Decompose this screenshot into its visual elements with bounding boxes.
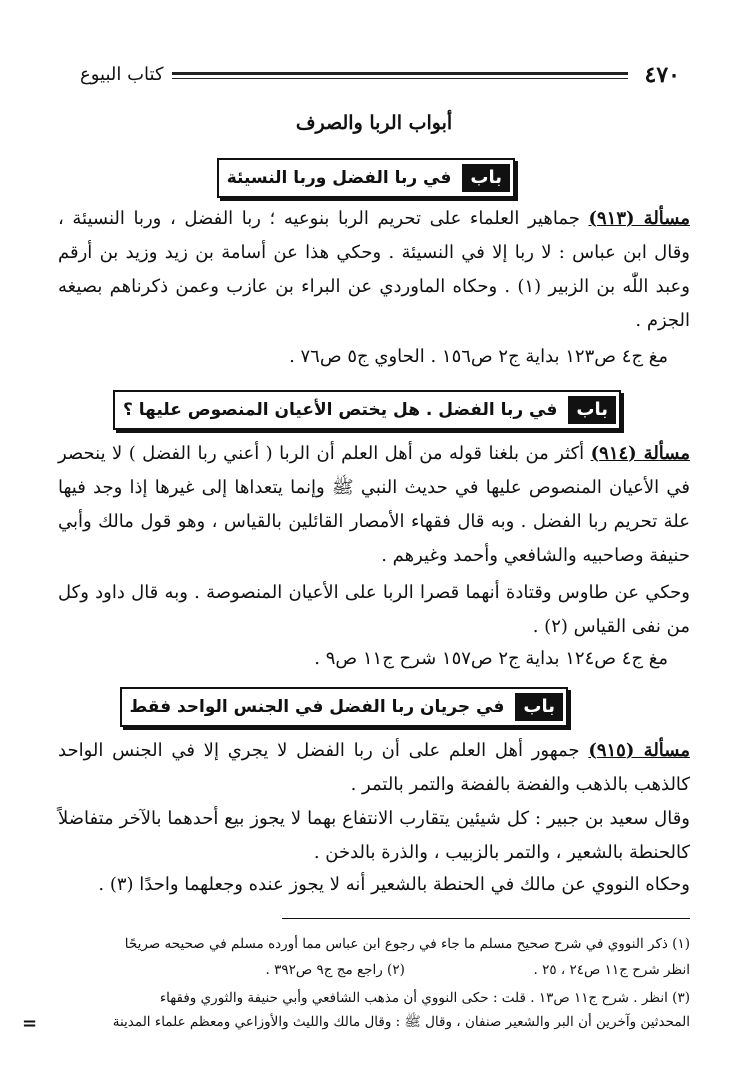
footnote-1-cont <box>58 958 690 982</box>
bab-title: في جريان ربا الفضل في الجنس الواحد فقط <box>129 697 505 717</box>
bab-title: في ربا الفضل . هل يختص الأعيان المنصوص عليها ؟ <box>122 400 558 420</box>
masala-914-references: مغ ج٤ ص١٢٤ بداية ج٢ ص١٥٧ شرح ج١١ ص٩ . <box>314 648 668 669</box>
bab-label: باب <box>462 164 510 192</box>
bab-heading-1 <box>217 158 515 198</box>
bab-heading-2 <box>113 390 621 430</box>
bab-title: في ربا الفضل وربا النسيئة <box>226 168 452 188</box>
masala-913-text <box>58 202 690 338</box>
masala-915-text-3: وحكاه النووي عن مالك في الحنطة بالشعير أنه لا يجوز عنده وجعلهما واحدًا (٣) . <box>98 874 690 895</box>
header-rule <box>172 72 628 79</box>
section-title: أبواب الربا والصرف <box>295 112 453 134</box>
bab-label: باب <box>515 693 563 721</box>
footnote-3-cont: المحدثين وآخرين أن البر والشعير صنفان ، وقال ﷺ : وقال مالك والليث والأوزاعي ومعظم علماء المدينة <box>112 1014 690 1030</box>
masala-915-text <box>58 734 690 802</box>
page-number: ٤٧٠ <box>644 62 680 88</box>
masala-number: مسألة (٩١٤) <box>590 443 690 464</box>
masala-body: جمهور أهل العلم على أن ربا الفضل لا يجري إلا في الجنس الواحد كالذهب بالذهب والفضة بالفضة والتمر بالتمر . <box>58 740 690 795</box>
footnote-1: (١) ذكر النووي في شرح صحيح مسلم ما جاء في رجوع ابن عباس مما أورده مسلم في صحيحه صريحًا <box>124 936 690 952</box>
book-title: كتاب البيوع <box>80 64 164 85</box>
footnote-2: (٢) راجع مج ج٩ ص٣٩٢ . <box>265 962 405 978</box>
masala-914-text <box>58 437 690 573</box>
masala-body: جماهير العلماء على تحريم الربا بنوعيه ؛ ربا الفضل ، وربا النسيئة ، وقال ابن عباس : لا ربا إلا في النسيئة . وحكي هذا عن أسامة بن زيد وزيد بن أرقم وعبد اللّٰه بن الزبير (١) . وحكاه الماوردي عن البراء بن عازب وعمن ذكرناهم بصيغه الجزم . <box>58 208 690 331</box>
footnote-separator <box>282 918 690 919</box>
footnote-1-ref: انظر شرح ج١١ ص٢٤ ، ٢٥ . <box>533 962 690 978</box>
masala-number: مسألة (٩١٥) <box>588 740 690 761</box>
masala-914-text-2: وحكي عن طاوس وقتادة أنهما قصرا الربا على الأعيان المنصوصة . وبه قال داود وكل من نفى القياس (٢) . <box>58 582 690 637</box>
masala-number: مسألة (٩١٣) <box>588 208 690 229</box>
bab-heading-3 <box>120 687 569 727</box>
masala-913-references: مغ ج٤ ص١٢٣ بداية ج٢ ص١٥٦ . الحاوي ج٥ ص٧٦ . <box>289 346 668 367</box>
continuation-mark: = <box>22 1013 38 1034</box>
masala-915-text-2: وقال سعيد بن جبير : كل شيئين يتقارب الانتفاع بهما لا يجوز بيع أحدهما بالآخر متفاضلاً كالحنطة بالشعير ، والتمر بالزبيب ، والذرة بالدخن . <box>58 808 690 863</box>
running-header <box>80 60 680 94</box>
bab-label: باب <box>568 396 616 424</box>
footnote-3: (٣) انظر . شرح ج١١ ص١٣ . قلت : حكى النووي أن مذهب الشافعي وأبي حنيفة والثوري وفقهاء <box>159 990 690 1006</box>
masala-body: أكثر من بلغنا قوله من أهل العلم أن الربا ( أعني ربا الفضل ) لا ينحصر في الأعيان المنصوص عليها في حديث النبي ﷺ وإنما يتعداها إلى غيرها إذا وجد فيها علة تحريم ربا الفضل . وبه قال فقهاء الأمصار القائلين بالقياس ، وهو قول مالك وأبي حنيفة وصاحبيه والشافعي وأحمد وغيرهم . <box>58 443 690 566</box>
